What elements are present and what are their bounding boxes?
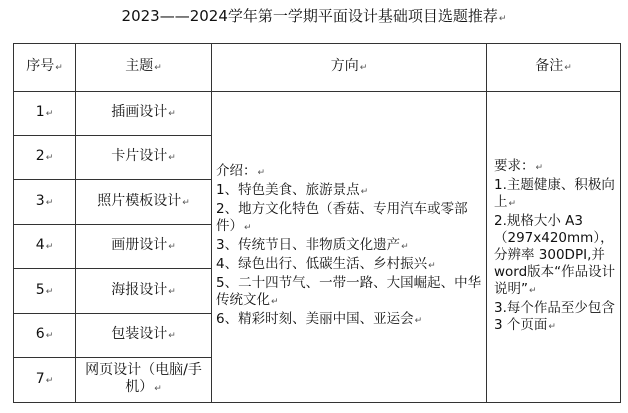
- paragraph-mark-icon: ↵: [168, 153, 176, 164]
- paragraph-mark-icon: ↵: [564, 62, 572, 73]
- header-note: 备注↵: [487, 44, 621, 92]
- paragraph-mark-icon: ↵: [45, 197, 54, 208]
- project-topic-table: [13, 43, 621, 403]
- paragraph-mark-icon: ↵: [55, 62, 63, 73]
- paragraph-mark-icon: ↵: [508, 198, 517, 209]
- paragraph-mark-icon: ↵: [535, 162, 544, 173]
- paragraph-mark-icon: ↵: [360, 187, 369, 198]
- row-topic-cell: 插画设计↵: [76, 91, 212, 135]
- row-topic-cell: 画册设计↵: [76, 224, 212, 268]
- direction-line: 2、地方文化特色（香菇、专用汽车或零部件）↵: [216, 201, 468, 235]
- paragraph-mark-icon: ↵: [45, 242, 54, 253]
- paragraph-mark-icon: ↵: [45, 375, 54, 386]
- paragraph-mark-icon: ↵: [498, 14, 507, 24]
- paragraph-mark-icon: ↵: [45, 153, 54, 164]
- row-topic-cell: 网页设计（电脑/手机）↵: [76, 358, 212, 403]
- paragraph-mark-icon: ↵: [45, 108, 54, 119]
- paragraph-mark-icon: ↵: [168, 108, 176, 119]
- note-line: 1.主题健康、积极向上↵: [494, 176, 615, 210]
- paragraph-mark-icon: ↵: [45, 331, 54, 342]
- paragraph-mark-icon: ↵: [414, 316, 423, 327]
- paragraph-mark-icon: ↵: [45, 286, 54, 297]
- row-topic-cell: 照片模板设计↵: [76, 180, 212, 224]
- header-topic: 主题↵: [76, 44, 212, 92]
- row-num-cell: 2↵: [14, 136, 76, 180]
- paragraph-mark-icon: ↵: [401, 242, 409, 253]
- paragraph-mark-icon: ↵: [244, 223, 252, 234]
- row-topic-cell: 海报设计↵: [76, 269, 212, 313]
- paragraph-mark-icon: ↵: [168, 242, 176, 253]
- paragraph-mark-icon: ↵: [271, 297, 279, 308]
- header-direction: 方向↵: [212, 44, 487, 92]
- document-title-text: 2023——2024学年第一学期平面设计基础项目选题推荐: [121, 7, 498, 25]
- direction-cell: [212, 91, 487, 402]
- paragraph-mark-icon: ↵: [154, 62, 162, 73]
- paragraph-mark-icon: ↵: [529, 285, 537, 296]
- row-topic-cell: 卡片设计↵: [76, 136, 212, 180]
- table-header-row: [14, 44, 621, 92]
- direction-line: 4、绿色出行、低碳生活、乡村振兴↵: [216, 256, 436, 273]
- direction-line: 6、精彩时刻、美丽中国、亚运会↵: [216, 311, 423, 328]
- document-title: [0, 6, 628, 29]
- note-line: 要求：↵: [494, 157, 544, 174]
- direction-line: 3、传统节日、非物质文化遗产↵: [216, 237, 409, 254]
- paragraph-mark-icon: ↵: [168, 331, 176, 342]
- row-num-cell: 7↵: [14, 358, 76, 403]
- paragraph-mark-icon: ↵: [428, 261, 436, 272]
- paragraph-mark-icon: ↵: [548, 321, 556, 332]
- direction-line: 1、特色美食、旅游景点↵: [216, 182, 369, 199]
- table-row: [14, 91, 621, 135]
- paragraph-mark-icon: ↵: [359, 62, 368, 73]
- note-line: 2.规格大小 A3（297x420mm），分辨率 300DPI,并word版本“作品设计说明”↵: [494, 212, 616, 297]
- paragraph-mark-icon: ↵: [168, 286, 176, 297]
- row-num-cell: 3↵: [14, 180, 76, 224]
- row-num-cell: 6↵: [14, 313, 76, 357]
- row-topic-cell: 包装设计↵: [76, 313, 212, 357]
- row-num-cell: 4↵: [14, 224, 76, 268]
- paragraph-mark-icon: ↵: [154, 384, 162, 395]
- header-num: 序号↵: [14, 44, 76, 92]
- direction-line: 介绍：↵: [216, 163, 266, 180]
- row-num-cell: 1↵: [14, 91, 76, 135]
- paragraph-mark-icon: ↵: [257, 168, 266, 179]
- row-num-cell: 5↵: [14, 269, 76, 313]
- note-cell: [487, 91, 621, 402]
- paragraph-mark-icon: ↵: [182, 197, 190, 208]
- direction-line: 5、二十四节气、一带一路、大国崛起、中华传统文化↵: [216, 275, 482, 309]
- note-line: 3.每个作品至少包含 3 个页面↵: [494, 299, 615, 333]
